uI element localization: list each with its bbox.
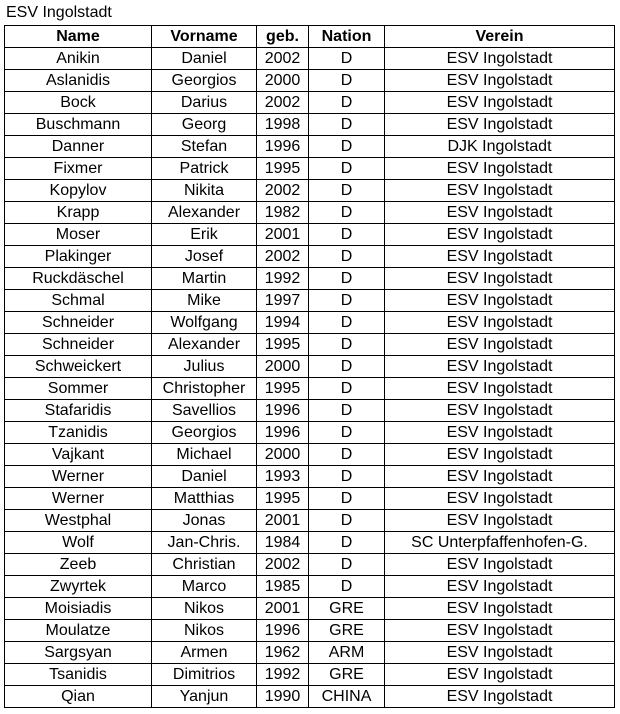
- cell-vorname: Matthias: [152, 488, 257, 510]
- cell-name: Stafaridis: [5, 400, 152, 422]
- cell-geb: 1985: [257, 576, 309, 598]
- cell-verein: ESV Ingolstadt: [385, 554, 615, 576]
- header-row: [5, 26, 615, 48]
- cell-name: Fixmer: [5, 158, 152, 180]
- cell-geb: 1994: [257, 312, 309, 334]
- table-row: [5, 598, 615, 620]
- cell-verein: DJK Ingolstadt: [385, 136, 615, 158]
- cell-geb: 2000: [257, 356, 309, 378]
- table-row: [5, 180, 615, 202]
- cell-verein: ESV Ingolstadt: [385, 620, 615, 642]
- cell-name: Zwyrtek: [5, 576, 152, 598]
- table-body: [5, 48, 615, 708]
- cell-vorname: Erik: [152, 224, 257, 246]
- cell-nation: D: [309, 422, 385, 444]
- cell-nation: D: [309, 92, 385, 114]
- header-geb: geb.: [257, 26, 309, 48]
- cell-name: Wolf: [5, 532, 152, 554]
- cell-verein: ESV Ingolstadt: [385, 180, 615, 202]
- table-row: [5, 312, 615, 334]
- table-row: [5, 620, 615, 642]
- cell-verein: ESV Ingolstadt: [385, 422, 615, 444]
- cell-verein: ESV Ingolstadt: [385, 246, 615, 268]
- cell-verein: ESV Ingolstadt: [385, 664, 615, 686]
- cell-geb: 1992: [257, 664, 309, 686]
- cell-vorname: Alexander: [152, 202, 257, 224]
- cell-vorname: Dimitrios: [152, 664, 257, 686]
- cell-verein: ESV Ingolstadt: [385, 48, 615, 70]
- cell-verein: ESV Ingolstadt: [385, 466, 615, 488]
- cell-nation: D: [309, 268, 385, 290]
- cell-nation: D: [309, 576, 385, 598]
- cell-name: Sargsyan: [5, 642, 152, 664]
- cell-geb: 1996: [257, 422, 309, 444]
- cell-nation: D: [309, 290, 385, 312]
- cell-verein: ESV Ingolstadt: [385, 268, 615, 290]
- cell-vorname: Marco: [152, 576, 257, 598]
- cell-nation: D: [309, 532, 385, 554]
- cell-verein: ESV Ingolstadt: [385, 92, 615, 114]
- cell-name: Westphal: [5, 510, 152, 532]
- table-row: [5, 158, 615, 180]
- cell-name: Tzanidis: [5, 422, 152, 444]
- cell-nation: GRE: [309, 664, 385, 686]
- cell-name: Moser: [5, 224, 152, 246]
- cell-vorname: Armen: [152, 642, 257, 664]
- cell-name: Tsanidis: [5, 664, 152, 686]
- cell-vorname: Nikos: [152, 598, 257, 620]
- cell-verein: ESV Ingolstadt: [385, 488, 615, 510]
- cell-nation: GRE: [309, 620, 385, 642]
- cell-geb: 1982: [257, 202, 309, 224]
- cell-geb: 2001: [257, 224, 309, 246]
- table-row: [5, 510, 615, 532]
- table-row: [5, 136, 615, 158]
- cell-geb: 2000: [257, 70, 309, 92]
- cell-vorname: Alexander: [152, 334, 257, 356]
- cell-name: Moisiadis: [5, 598, 152, 620]
- cell-nation: D: [309, 114, 385, 136]
- table-row: [5, 466, 615, 488]
- cell-vorname: Julius: [152, 356, 257, 378]
- cell-geb: 1995: [257, 378, 309, 400]
- cell-nation: D: [309, 554, 385, 576]
- cell-geb: 1998: [257, 114, 309, 136]
- cell-vorname: Stefan: [152, 136, 257, 158]
- cell-name: Qian: [5, 686, 152, 708]
- cell-verein: ESV Ingolstadt: [385, 334, 615, 356]
- cell-nation: D: [309, 378, 385, 400]
- cell-verein: ESV Ingolstadt: [385, 444, 615, 466]
- cell-vorname: Christian: [152, 554, 257, 576]
- cell-nation: CHINA: [309, 686, 385, 708]
- cell-verein: ESV Ingolstadt: [385, 114, 615, 136]
- cell-nation: D: [309, 400, 385, 422]
- cell-vorname: Patrick: [152, 158, 257, 180]
- cell-geb: 1995: [257, 158, 309, 180]
- cell-vorname: Wolfgang: [152, 312, 257, 334]
- table-row: [5, 334, 615, 356]
- cell-geb: 1962: [257, 642, 309, 664]
- header-nation: Nation: [309, 26, 385, 48]
- cell-vorname: Josef: [152, 246, 257, 268]
- table-row: [5, 268, 615, 290]
- cell-vorname: Daniel: [152, 466, 257, 488]
- cell-vorname: Jonas: [152, 510, 257, 532]
- cell-name: Danner: [5, 136, 152, 158]
- cell-geb: 1997: [257, 290, 309, 312]
- cell-name: Moulatze: [5, 620, 152, 642]
- cell-nation: D: [309, 466, 385, 488]
- cell-nation: D: [309, 158, 385, 180]
- cell-vorname: Georg: [152, 114, 257, 136]
- table-row: [5, 290, 615, 312]
- cell-verein: ESV Ingolstadt: [385, 598, 615, 620]
- cell-vorname: Georgios: [152, 422, 257, 444]
- cell-geb: 1996: [257, 620, 309, 642]
- cell-geb: 1992: [257, 268, 309, 290]
- cell-geb: 2002: [257, 554, 309, 576]
- table-row: [5, 664, 615, 686]
- cell-name: Schweickert: [5, 356, 152, 378]
- cell-nation: D: [309, 334, 385, 356]
- cell-name: Sommer: [5, 378, 152, 400]
- cell-vorname: Georgios: [152, 70, 257, 92]
- table-row: [5, 92, 615, 114]
- cell-nation: D: [309, 510, 385, 532]
- cell-nation: D: [309, 356, 385, 378]
- cell-nation: D: [309, 202, 385, 224]
- cell-vorname: Christopher: [152, 378, 257, 400]
- table-row: [5, 488, 615, 510]
- table-row: [5, 642, 615, 664]
- cell-verein: ESV Ingolstadt: [385, 224, 615, 246]
- table-row: [5, 378, 615, 400]
- table-row: [5, 224, 615, 246]
- cell-verein: ESV Ingolstadt: [385, 312, 615, 334]
- cell-vorname: Nikita: [152, 180, 257, 202]
- cell-nation: D: [309, 488, 385, 510]
- cell-name: Werner: [5, 488, 152, 510]
- cell-name: Kopylov: [5, 180, 152, 202]
- cell-nation: D: [309, 246, 385, 268]
- table-row: [5, 114, 615, 136]
- cell-verein: ESV Ingolstadt: [385, 642, 615, 664]
- cell-geb: 1995: [257, 334, 309, 356]
- table-row: [5, 422, 615, 444]
- table-row: [5, 576, 615, 598]
- cell-name: Zeeb: [5, 554, 152, 576]
- table-row: [5, 202, 615, 224]
- cell-geb: 1995: [257, 488, 309, 510]
- cell-nation: D: [309, 180, 385, 202]
- cell-vorname: Martin: [152, 268, 257, 290]
- table-row: [5, 48, 615, 70]
- cell-verein: ESV Ingolstadt: [385, 400, 615, 422]
- cell-name: Vajkant: [5, 444, 152, 466]
- cell-vorname: Mike: [152, 290, 257, 312]
- table-row: [5, 246, 615, 268]
- cell-name: Schmal: [5, 290, 152, 312]
- cell-nation: D: [309, 48, 385, 70]
- table-row: [5, 532, 615, 554]
- header-name: Name: [5, 26, 152, 48]
- cell-verein: ESV Ingolstadt: [385, 70, 615, 92]
- cell-nation: D: [309, 312, 385, 334]
- cell-geb: 2002: [257, 48, 309, 70]
- cell-name: Plakinger: [5, 246, 152, 268]
- table-row: [5, 554, 615, 576]
- cell-vorname: Savellios: [152, 400, 257, 422]
- cell-vorname: Darius: [152, 92, 257, 114]
- cell-name: Krapp: [5, 202, 152, 224]
- cell-vorname: Jan-Chris.: [152, 532, 257, 554]
- cell-geb: 1993: [257, 466, 309, 488]
- cell-verein: ESV Ingolstadt: [385, 356, 615, 378]
- cell-name: Schneider: [5, 334, 152, 356]
- cell-geb: 1984: [257, 532, 309, 554]
- cell-geb: 2001: [257, 598, 309, 620]
- cell-verein: ESV Ingolstadt: [385, 686, 615, 708]
- cell-verein: ESV Ingolstadt: [385, 290, 615, 312]
- cell-verein: ESV Ingolstadt: [385, 576, 615, 598]
- table-row: [5, 686, 615, 708]
- cell-geb: 2000: [257, 444, 309, 466]
- cell-vorname: Daniel: [152, 48, 257, 70]
- cell-geb: 1990: [257, 686, 309, 708]
- cell-vorname: Yanjun: [152, 686, 257, 708]
- cell-name: Bock: [5, 92, 152, 114]
- player-table: [4, 25, 615, 708]
- document-title: ESV Ingolstadt: [6, 4, 112, 21]
- cell-name: Buschmann: [5, 114, 152, 136]
- cell-verein: SC Unterpfaffenhofen-G.: [385, 532, 615, 554]
- cell-name: Anikin: [5, 48, 152, 70]
- cell-geb: 1996: [257, 400, 309, 422]
- cell-vorname: Nikos: [152, 620, 257, 642]
- cell-geb: 2001: [257, 510, 309, 532]
- cell-nation: ARM: [309, 642, 385, 664]
- cell-name: Werner: [5, 466, 152, 488]
- cell-name: Schneider: [5, 312, 152, 334]
- cell-vorname: Michael: [152, 444, 257, 466]
- header-verein: Verein: [385, 26, 615, 48]
- cell-verein: ESV Ingolstadt: [385, 378, 615, 400]
- cell-name: Ruckdäschel: [5, 268, 152, 290]
- cell-nation: D: [309, 136, 385, 158]
- cell-nation: D: [309, 224, 385, 246]
- cell-geb: 2002: [257, 92, 309, 114]
- cell-geb: 2002: [257, 180, 309, 202]
- cell-verein: ESV Ingolstadt: [385, 510, 615, 532]
- cell-verein: ESV Ingolstadt: [385, 202, 615, 224]
- cell-nation: D: [309, 70, 385, 92]
- table-row: [5, 356, 615, 378]
- cell-geb: 1996: [257, 136, 309, 158]
- cell-verein: ESV Ingolstadt: [385, 158, 615, 180]
- cell-nation: GRE: [309, 598, 385, 620]
- table-row: [5, 444, 615, 466]
- table-row: [5, 400, 615, 422]
- table-row: [5, 70, 615, 92]
- cell-name: Aslanidis: [5, 70, 152, 92]
- cell-nation: D: [309, 444, 385, 466]
- header-vorname: Vorname: [152, 26, 257, 48]
- cell-geb: 2002: [257, 246, 309, 268]
